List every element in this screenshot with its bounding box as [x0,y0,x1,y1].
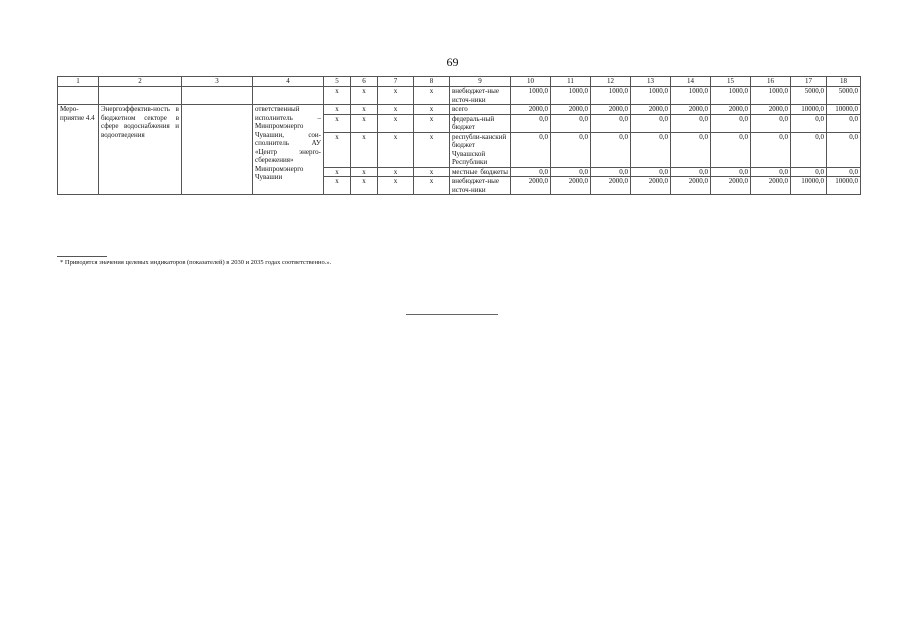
measure-goal [182,105,253,195]
value-cell: 2000,0 [751,105,791,115]
table-row [58,87,861,105]
mark-cell: x [378,132,414,167]
header-cell: 15 [711,77,751,87]
value-cell: 1000,0 [551,87,591,105]
mark-cell: x [378,87,414,105]
page-separator [406,314,498,315]
header-cell: 13 [631,77,671,87]
mark-cell: x [324,87,351,105]
value-cell: 2000,0 [671,177,711,195]
value-cell: 2000,0 [631,105,671,115]
header-cell: 1 [58,77,99,87]
measure-code: Меро-приятие 4.4 [58,105,99,195]
value-cell: 0,0 [591,114,631,132]
mark-cell: x [414,87,450,105]
empty-cell [58,87,99,105]
value-cell: 0,0 [671,132,711,167]
mark-cell: x [414,132,450,167]
value-cell: 5000,0 [791,87,827,105]
value-cell: 5000,0 [827,87,861,105]
empty-cell [182,87,253,105]
value-cell: 0,0 [511,114,551,132]
header-cell: 18 [827,77,861,87]
funding-source: федераль-ный бюджет [450,114,511,132]
header-cell: 17 [791,77,827,87]
value-cell: 1000,0 [511,87,551,105]
value-cell: 10000,0 [827,177,861,195]
mark-cell: x [324,177,351,195]
mark-cell: x [378,177,414,195]
mark-cell: x [351,105,378,115]
value-cell: 2000,0 [671,105,711,115]
header-cell: 7 [378,77,414,87]
value-cell: 2000,0 [511,177,551,195]
mark-cell: x [414,114,450,132]
value-cell: 10000,0 [827,105,861,115]
value-cell: 2000,0 [511,105,551,115]
header-cell: 16 [751,77,791,87]
measure-name: Энергоэффектив-ность в бюджетном секторе в сфере водоснабжения и водоотведения [99,105,182,195]
value-cell: 2000,0 [751,177,791,195]
value-cell: 2000,0 [631,177,671,195]
value-cell: 0,0 [631,132,671,167]
mark-cell: x [378,114,414,132]
funding-source: внебюджет-ные источ-ники [450,177,511,195]
value-cell: 10000,0 [791,177,827,195]
value-cell: 10000,0 [791,105,827,115]
header-cell: 2 [99,77,182,87]
value-cell: 0,0 [551,114,591,132]
header-cell: 6 [351,77,378,87]
mark-cell: x [414,167,450,177]
mark-cell: x [351,114,378,132]
mark-cell: x [378,167,414,177]
mark-cell: x [324,132,351,167]
table-row [58,105,861,115]
value-cell: 0,0 [751,167,791,177]
value-cell: 1000,0 [751,87,791,105]
value-cell: 0,0 [711,132,751,167]
value-cell: 0,0 [711,167,751,177]
value-cell: 1000,0 [711,87,751,105]
footnote: * Приводятся значения целевых индикаторов (показателей) в 2030 и 2035 годах соответственно.». [60,259,332,266]
header-cell: 3 [182,77,253,87]
header-cell: 14 [671,77,711,87]
value-cell: 0,0 [791,132,827,167]
header-cell: 5 [324,77,351,87]
funding-source: местные бюджеты [450,167,511,177]
value-cell: 0,0 [751,132,791,167]
value-cell: 2000,0 [711,177,751,195]
mark-cell: x [324,114,351,132]
header-cell: 10 [511,77,551,87]
header-cell: 12 [591,77,631,87]
header-row [58,77,861,87]
value-cell: 0,0 [827,132,861,167]
mark-cell: x [324,167,351,177]
value-cell: 0,0 [631,114,671,132]
value-cell: 0,0 [827,114,861,132]
value-cell: 0,0 [591,132,631,167]
value-cell: 2000,0 [711,105,751,115]
funding-source: республи-канский бюджет Чувашской Республики [450,132,511,167]
value-cell: 0,0 [791,167,827,177]
value-cell: 2000,0 [591,177,631,195]
mark-cell: x [324,105,351,115]
empty-cell [253,87,324,105]
funding-source: внебюджет-ные источ-ники [450,87,511,105]
value-cell: 0,0 [791,114,827,132]
value-cell: 0,0 [511,132,551,167]
value-cell: 2000,0 [591,105,631,115]
mark-cell: x [351,167,378,177]
page-number: 69 [446,55,459,69]
value-cell: 0,0 [711,114,751,132]
mark-cell: x [351,132,378,167]
value-cell: 0,0 [671,167,711,177]
value-cell: 0,0 [551,132,591,167]
value-cell: 2000,0 [551,177,591,195]
value-cell: 2000,0 [551,105,591,115]
footnote-separator [57,256,107,257]
mark-cell: x [414,177,450,195]
value-cell: 1000,0 [631,87,671,105]
mark-cell: x [378,105,414,115]
value-cell: 0,0 [511,167,551,177]
value-cell: 1000,0 [591,87,631,105]
header-cell: 8 [414,77,450,87]
funding-source: всего [450,105,511,115]
value-cell: 1000,0 [671,87,711,105]
header-cell: 9 [450,77,511,87]
mark-cell: x [351,87,378,105]
program-table [57,76,861,195]
mark-cell: x [414,105,450,115]
header-cell: 4 [253,77,324,87]
value-cell: 0,0 [751,114,791,132]
value-cell: 0,0 [827,167,861,177]
mark-cell: x [351,177,378,195]
value-cell: 0,0 [551,167,591,177]
value-cell: 0,0 [671,114,711,132]
measure-responsible: ответственный исполнитель – Минпромэнерго Чувашии, сои-сполнитель АУ «Центр энерго-сбережения» Минпромэнерго Чувашии [253,105,324,195]
header-cell: 11 [551,77,591,87]
empty-cell [99,87,182,105]
value-cell: 0,0 [591,167,631,177]
value-cell: 0,0 [631,167,671,177]
